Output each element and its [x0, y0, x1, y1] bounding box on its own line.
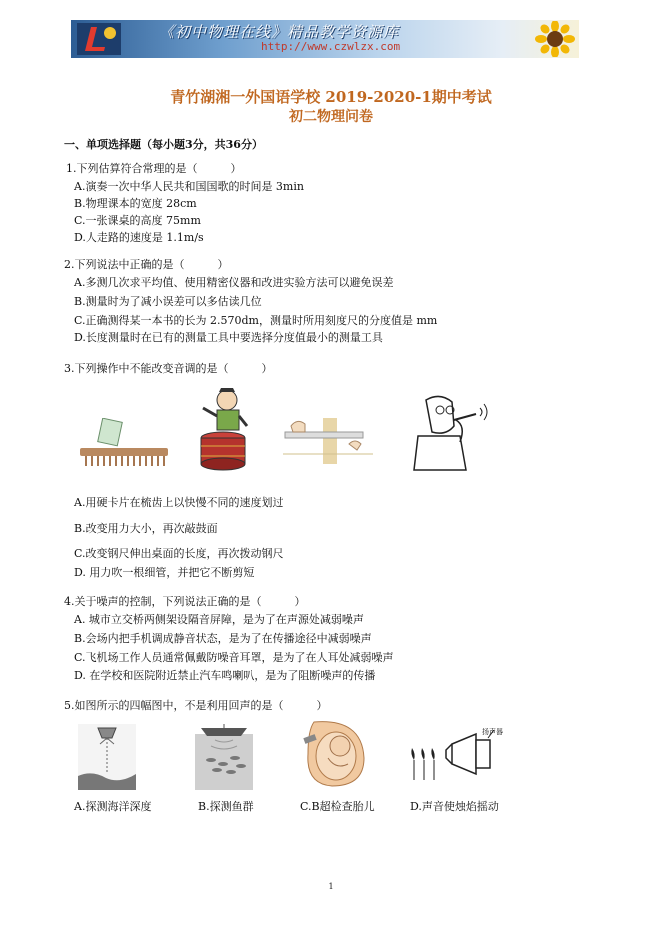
banner-title: 《初中物理在线》精品教学资源库 [159, 23, 400, 41]
exam-subtitle: 初二物理问卷 [289, 109, 373, 125]
q1-option-a: A.演奏一次中华人民共和国国歌的时间是 3min [74, 180, 304, 193]
exam-title: 青竹湖湘一外国语学校 2019-2020-1期中考试 [170, 88, 492, 106]
q1-stem: 1.下列估算符合常理的是（ ） [66, 162, 242, 175]
q2-option-c: C.正确测得某一本书的长为 2.570dm，测量时所用刻度尺的分度值是 mm [74, 314, 438, 327]
q5-option-d: D.声音使烛焰摇动 [410, 800, 499, 813]
ultrasound-fetus-figure [302, 718, 368, 788]
q2-option-d: D.长度测量时在已有的测量工具中要选择分度值最小的测量工具 [74, 331, 383, 344]
q5-option-c: C.B超检查胎儿 [300, 800, 375, 813]
drum-boy-figure [193, 386, 255, 472]
page-number: 1 [328, 882, 334, 891]
q3-stem: 3.下列操作中不能改变音调的是（ ） [64, 362, 273, 375]
speaker-candle-figure [408, 730, 498, 786]
q1-option-c: C.一张课桌的高度 75mm [74, 214, 201, 227]
q5-stem: 5.如图所示的四幅图中，不是利用回声的是（ ） [64, 699, 328, 712]
q4-option-c: C.飞机场工作人员通常佩戴防噪音耳罩，是为了在人耳处减弱噪声 [74, 651, 394, 664]
banner-url: http://www.czwlzx.com [261, 40, 401, 53]
q2-option-b: B.测量时为了减小误差可以多估读几位 [74, 295, 262, 308]
q1-option-b: B.物理课本的宽度 28cm [74, 197, 197, 210]
speaker-label: 扬声器 [482, 728, 503, 736]
q5-option-b: B.探测鱼群 [198, 800, 254, 813]
blowing-tube-figure [410, 392, 490, 472]
q3-option-a: A.用硬卡片在梳齿上以快慢不同的速度划过 [74, 496, 284, 509]
q3-option-d: D. 用力吹一根细管，并把它不断剪短 [74, 566, 255, 579]
q4-option-d: D. 在学校和医院附近禁止汽车鸣喇叭，是为了阻断噪声的传播 [74, 669, 376, 682]
section-heading: 一、单项选择题（每小题3分，共36分） [64, 138, 263, 151]
q4-stem: 4.关于噪声的控制，下列说法正确的是（ ） [64, 595, 306, 608]
q1-option-d: D.人走路的速度是 1.1m/s [74, 231, 204, 244]
header-banner [71, 20, 579, 58]
q2-stem: 2.下列说法中正确的是（ ） [64, 258, 229, 271]
q3-option-b: B.改变用力大小，再次敲鼓面 [74, 522, 218, 535]
q5-option-a: A.探测海洋深度 [74, 800, 152, 813]
q4-option-a: A. 城市立交桥两侧架设隔音屏障，是为了在声源处减弱噪声 [74, 613, 364, 626]
q4-option-b: B.会场内把手机调成静音状态，是为了在传播途径中减弱噪声 [74, 632, 372, 645]
steel-ruler-figure [283, 414, 373, 466]
q3-option-c: C.改变钢尺伸出桌面的长度，再次拨动钢尺 [74, 547, 284, 560]
comb-card-figure [78, 418, 170, 470]
fish-school-figure [195, 724, 253, 790]
sunflower-icon [535, 21, 575, 57]
q2-option-a: A.多测几次求平均值、使用精密仪器和改进实验方法可以避免误差 [74, 276, 394, 289]
ocean-depth-figure [78, 724, 136, 790]
site-logo-icon [77, 23, 121, 55]
